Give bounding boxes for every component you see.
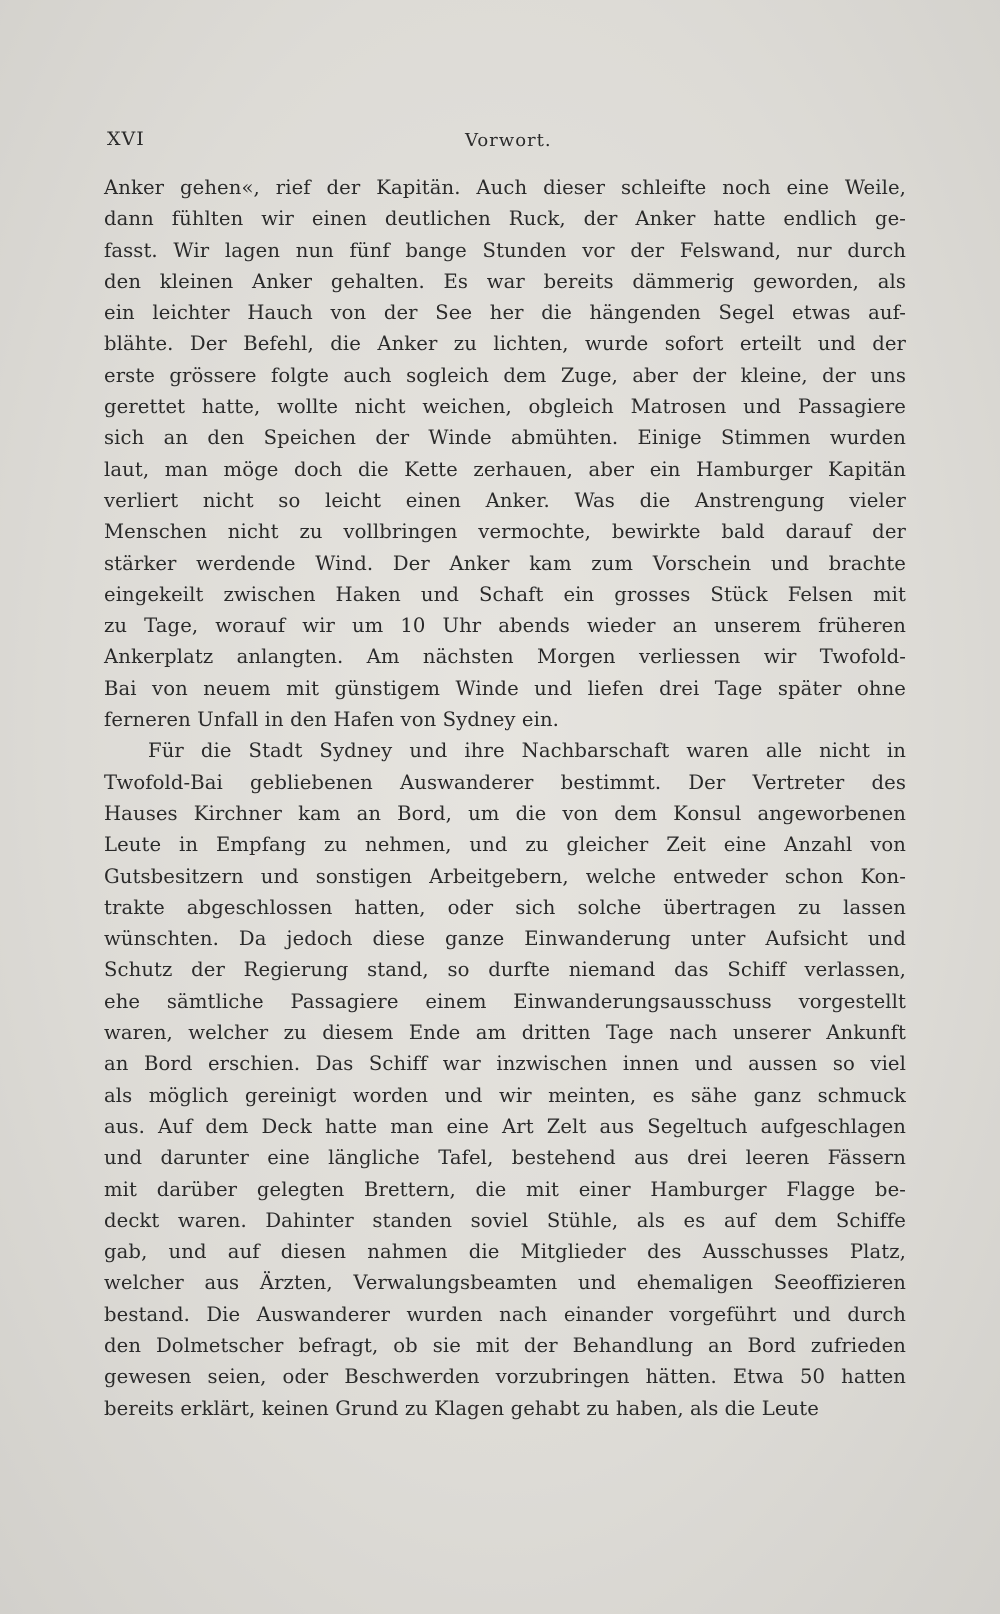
text-line: an Bord erschien. Das Schiff war inzwischen innen und aussen so viel — [104, 1052, 906, 1076]
text-line: stärker werdende Wind. Der Anker kam zum Vorschein und brachte — [104, 551, 906, 575]
text-line: als möglich gereinigt worden und wir meinten, es sähe ganz schmuck — [104, 1083, 906, 1107]
text-line: ein leichter Hauch von der See her die hängenden Segel etwas auf- — [104, 301, 906, 325]
text-line: ehe sämtliche Passagiere einem Einwanderungsausschuss vorgestellt — [104, 989, 906, 1013]
text-line: bestand. Die Auswanderer wurden nach einander vorgeführt und durch — [104, 1302, 906, 1326]
text-line: den kleinen Anker gehalten. Es war bereits dämmerig geworden, als — [104, 269, 906, 293]
text-line: Twofold-Bai gebliebenen Auswanderer bestimmt. Der Vertreter des — [104, 770, 906, 794]
text-line: mit darüber gelegten Brettern, die mit einer Hamburger Flagge be- — [104, 1177, 906, 1201]
text-line: Menschen nicht zu vollbringen vermochte, bewirkte bald darauf der — [104, 520, 906, 544]
text-line: ferneren Unfall in den Hafen von Sydney ein. — [104, 708, 559, 732]
text-line: fasst. Wir lagen nun fünf bange Stunden vor der Felswand, nur durch — [104, 238, 906, 262]
text-line: laut, man möge doch die Kette zerhauen, aber ein Hamburger Kapitän — [104, 457, 906, 481]
text-line: Leute in Empfang zu nehmen, und zu gleicher Zeit eine Anzahl von — [104, 833, 906, 857]
text-line: Bai von neuem mit günstigem Winde und liefen drei Tage später ohne — [104, 676, 906, 700]
text-line: eingekeilt zwischen Haken und Schaft ein grosses Stück Felsen mit — [104, 582, 906, 606]
running-head-title: Vorwort. — [465, 130, 552, 151]
body-text — [104, 172, 906, 1424]
paragraph — [104, 172, 906, 735]
paragraph — [104, 735, 906, 1424]
text-line: waren, welcher zu diesem Ende am dritten Tage nach unserer Ankunft — [104, 1021, 906, 1045]
text-line: den Dolmetscher befragt, ob sie mit der Behandlung an Bord zufrieden — [104, 1333, 906, 1357]
text-line: deckt waren. Dahinter standen soviel Stühle, als es auf dem Schiffe — [104, 1208, 906, 1232]
text-line: und darunter eine längliche Tafel, bestehend aus drei leeren Fässern — [104, 1146, 906, 1170]
text-line: gab, und auf diesen nahmen die Mitglieder des Ausschusses Platz, — [104, 1240, 906, 1264]
text-line: zu Tage, worauf wir um 10 Uhr abends wieder an unserem früheren — [104, 614, 906, 638]
text-line: gewesen seien, oder Beschwerden vorzubringen hätten. Etwa 50 hatten — [104, 1365, 906, 1389]
text-line: Hauses Kirchner kam an Bord, um die von dem Konsul angeworbenen — [104, 801, 906, 825]
text-line: sich an den Speichen der Winde abmühten. Einige Stimmen wurden — [104, 426, 906, 450]
text-line: verliert nicht so leicht einen Anker. Was die Anstrengung vieler — [104, 488, 906, 512]
text-line: Schutz der Regierung stand, so durfte niemand das Schiff verlassen, — [104, 958, 906, 982]
text-line: gerettet hatte, wollte nicht weichen, obgleich Matrosen und Passagiere — [104, 395, 906, 419]
text-line: Gutsbesitzern und sonstigen Arbeitgebern, welche entweder schon Kon- — [104, 864, 906, 888]
text-line: dann fühlten wir einen deutlichen Ruck, der Anker hatte endlich ge- — [104, 207, 906, 231]
running-head — [107, 128, 907, 158]
text-line: trakte abgeschlossen hatten, oder sich solche übertragen zu lassen — [104, 895, 906, 919]
text-line: wünschten. Da jedoch diese ganze Einwanderung unter Aufsicht und — [104, 927, 906, 951]
text-line: bereits erklärt, keinen Grund zu Klagen gehabt zu haben, als die Leute — [104, 1396, 819, 1420]
text-line: Ankerplatz anlangten. Am nächsten Morgen verliessen wir Twofold- — [104, 645, 906, 669]
text-line: blähte. Der Befehl, die Anker zu lichten, wurde sofort erteilt und der — [104, 332, 906, 356]
text-line: Anker gehen«, rief der Kapitän. Auch dieser schleifte noch eine Weile, — [104, 176, 906, 199]
text-line: aus. Auf dem Deck hatte man eine Art Zelt aus Segeltuch aufgeschlagen — [104, 1114, 906, 1138]
text-line: Für die Stadt Sydney und ihre Nachbarschaft waren alle nicht in — [148, 739, 906, 763]
text-line: erste grössere folgte auch sogleich dem Zuge, aber der kleine, der uns — [104, 363, 906, 387]
text-line: welcher aus Ärzten, Verwalungsbeamten und ehemaligen Seeoffizieren — [104, 1271, 906, 1295]
page-number: XVI — [107, 128, 145, 150]
